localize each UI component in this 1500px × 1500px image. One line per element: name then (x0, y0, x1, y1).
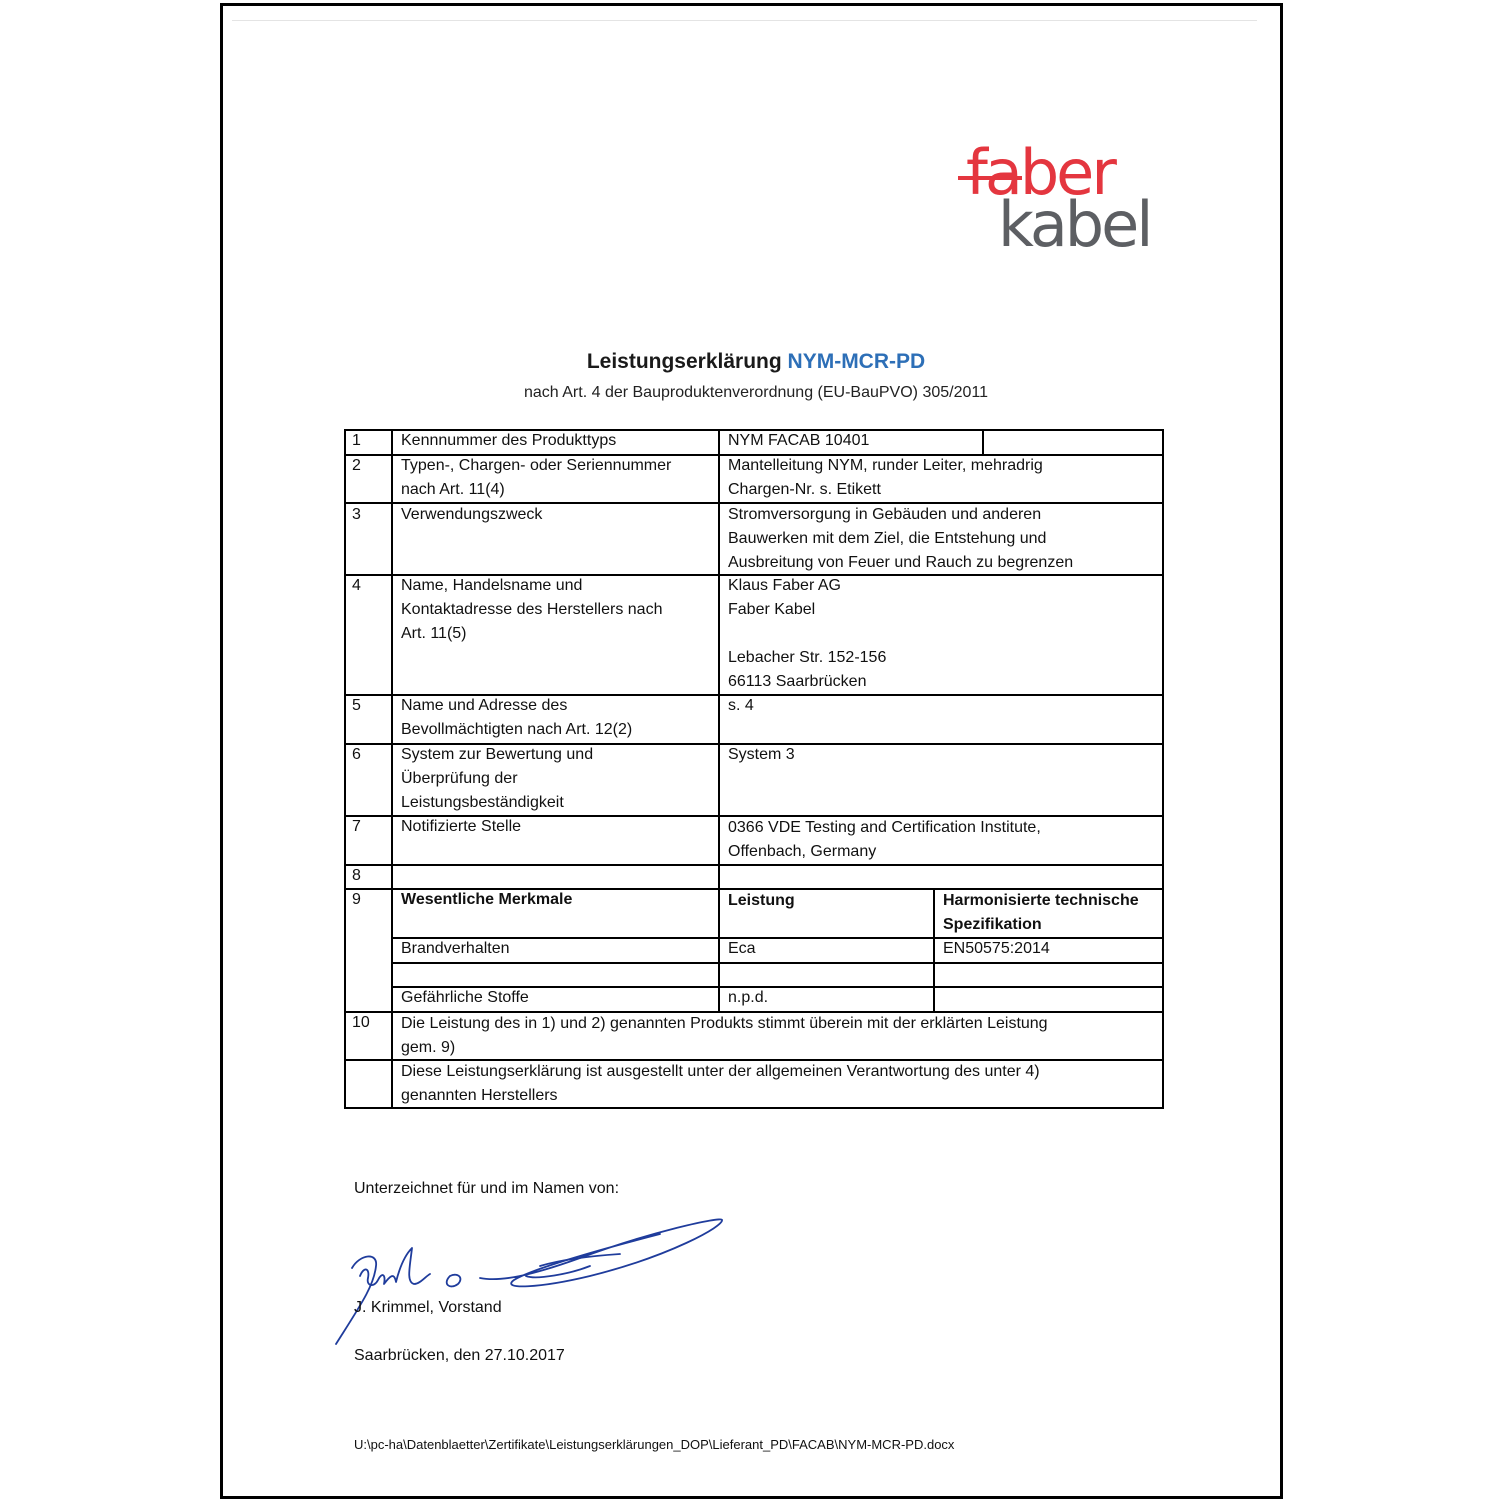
declaration-table (344, 429, 1164, 1109)
title-main: Leistungserklärung (586, 350, 788, 373)
faber-kabel-logo (958, 136, 1168, 261)
row-3-label: Verwendungszweck (401, 506, 543, 523)
row-8-number: 8 (352, 867, 361, 884)
characteristic-leistung: Eca (728, 940, 756, 957)
characteristic-merkmal: Gefährliche Stoffe (401, 989, 529, 1006)
row-9-label: Wesentliche Merkmale (401, 891, 573, 908)
row-2-value: Mantelleitung NYM, runder Leiter, mehradrig Chargen-Nr. s. Etikett (728, 457, 1043, 498)
row-5-value: s. 4 (728, 697, 754, 714)
row-6-value: System 3 (728, 746, 795, 763)
row-7-label: Notifizierte Stelle (401, 818, 522, 835)
file-path: U:\pc-ha\Datenblaetter\Zertifikate\Leistungserklärungen_DOP\Lieferant_PD\FACAB\NYM-MCR-PD.docx (354, 1437, 955, 1452)
title-product: NYM-MCR-PD (787, 350, 926, 373)
row-2-label: Typen-, Chargen- oder Seriennummer nach Art. 11(4) (401, 457, 672, 498)
row-10-number: 10 (352, 1014, 370, 1031)
row-7-number: 7 (352, 818, 361, 835)
signer-name: J. Krimmel, Vorstand (354, 1299, 502, 1316)
row-9-spec: Harmonisierte technische Spezifikation (943, 892, 1139, 933)
row-4-label: Name, Handelsname und Kontaktadresse des Herstellers nach Art. 11(5) (401, 577, 663, 642)
row-4-value: Klaus Faber AG Faber Kabel Lebacher Str. 152-156 66113 Saarbrücken (728, 577, 887, 690)
characteristic-leistung: n.p.d. (728, 989, 769, 1006)
row-5-label: Name und Adresse des Bevollmächtigten nach Art. 12(2) (401, 697, 633, 738)
characteristic-spezifikation: EN50575:2014 (943, 940, 1050, 957)
row-11-text: Diese Leistungserklärung ist ausgestellt unter der allgemeinen Verantwortung des unter 4) genannten Herstellers (401, 1063, 1040, 1104)
place-date: Saarbrücken, den 27.10.2017 (354, 1347, 565, 1364)
row-1-number: 1 (352, 432, 361, 449)
row-9-value: Leistung (728, 892, 795, 909)
row-3-number: 3 (352, 506, 361, 523)
document-title (0, 350, 1500, 374)
document-subtitle: nach Art. 4 der Bauproduktenverordnung (EU-BauPVO) 305/2011 (524, 384, 988, 401)
logo-faber-text: faber (966, 136, 1114, 209)
signature-label: Unterzeichnet für und im Namen von: (354, 1180, 620, 1197)
row-7-value: 0366 VDE Testing and Certification Institute, Offenbach, Germany (728, 819, 1041, 860)
row-5-number: 5 (352, 697, 361, 714)
row-3-value: Stromversorgung in Gebäuden und anderen Bauwerken mit dem Ziel, die Entstehung und Ausbreitung von Feuer und Rauch zu begrenzen (728, 506, 1074, 571)
row-6-label: System zur Bewertung und Überprüfung der Leistungsbeständigkeit (401, 746, 594, 811)
row-2-number: 2 (352, 457, 361, 474)
row-1-value: NYM FACAB 10401 (728, 432, 870, 449)
row-10-text: Die Leistung des in 1) und 2) genannten Produkts stimmt überein mit der erklärten Leistung gem. 9) (401, 1015, 1048, 1056)
row-9-number: 9 (352, 891, 361, 908)
header-rule (232, 20, 1257, 21)
handwritten-signature (330, 1196, 730, 1346)
characteristic-merkmal: Brandverhalten (401, 940, 510, 957)
row-4-number: 4 (352, 577, 361, 594)
logo-kabel-text: kabel (998, 188, 1151, 261)
row-6-number: 6 (352, 746, 361, 763)
row-1-label: Kennnummer des Produkttyps (401, 432, 617, 449)
